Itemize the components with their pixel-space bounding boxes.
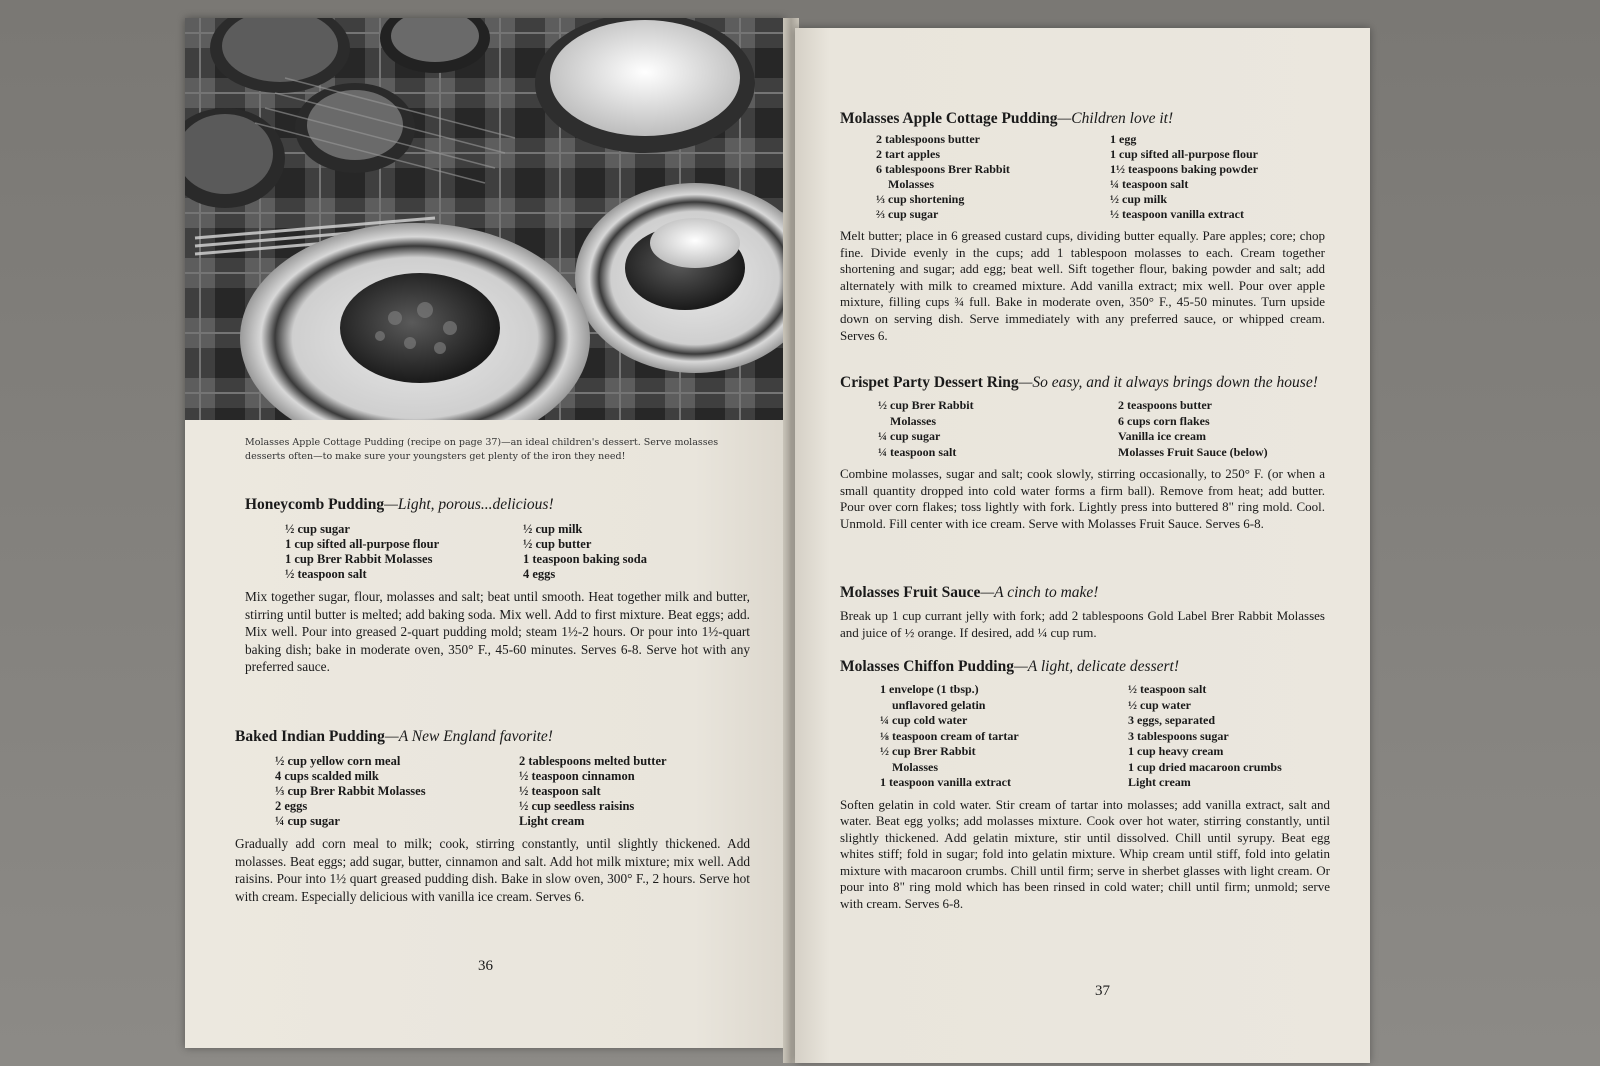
ingredient: ¼ teaspoon salt [878,444,957,459]
recipe-title [840,584,1325,602]
recipe-baked-indian-pudding [235,728,750,905]
ingredient: 1½ teaspoons baking powder [1110,162,1259,176]
ingredient: Molasses [892,759,938,774]
ingredient: ½ teaspoon salt [285,567,367,581]
ingredient: Vanilla ice cream [1118,429,1206,443]
dessert-photo [185,18,785,420]
recipe-tagline: —Light, porous...delicious! [384,496,554,513]
recipe-method: Combine molasses, sugar and salt; cook slowly, stirring occasionally, to 250° F. (or when a small quantity dropped into cold water forms a firm ball). Remove from heat; add butter. Pour over corn flakes; toss lightly with fork. Lightly press into buttered 8" ring mold. Cool. Unmold. Fill center with ice cream. Serve with Molasses Fruit Sauce. Serves 6-8. [840,466,1325,531]
left-page [185,18,785,1048]
ingredient: 3 eggs, separated [1128,713,1215,727]
ingredient: Light cream [1128,775,1191,789]
photo-caption: Molasses Apple Cottage Pudding (recipe on page 37)—an ideal children's dessert. Serve molasses desserts often—to make sure your youngsters get plenty of the iron they need! [245,437,719,462]
recipe-apple-cottage-pudding [840,110,1325,344]
recipe-name: Molasses Apple Cottage Pudding [840,110,1058,127]
recipe-title [840,658,1330,676]
ingredient: ½ cup Brer Rabbit [880,744,976,758]
ingredient: ⅛ teaspoon cream of tartar [880,728,1019,743]
ingredient: ½ teaspoon cinnamon [519,769,635,783]
recipe-title [245,496,750,514]
ingredient: 1 envelope (1 tbsp.) [880,682,979,696]
ingredient-list [275,754,750,829]
recipe-title [840,110,1325,128]
ingredient: ½ teaspoon salt [1128,682,1207,696]
recipe-method: Break up 1 cup currant jelly with fork; add 2 tablespoons Gold Label Brer Rabbit Molasses and juice of ½ orange. If desired, add ¼ cup rum. [840,608,1325,640]
recipe-molasses-fruit-sauce [840,584,1325,641]
ingredient: ½ cup seedless raisins [519,799,635,813]
ingredient: ½ cup sugar [285,522,350,536]
recipe-tagline: —A light, delicate dessert! [1013,658,1180,675]
recipe-molasses-chiffon-pudding [840,658,1330,913]
recipe-tagline: —A New England favorite! [384,728,553,745]
ingredient: ½ cup Brer Rabbit [878,398,974,412]
ingredient: ½ cup water [1128,697,1191,712]
recipe-title [235,728,750,746]
ingredient: ½ teaspoon salt [519,784,601,798]
ingredient: 1 cup sifted all-purpose flour [285,537,440,551]
ingredient: Molasses [890,413,936,428]
ingredient-list [285,522,750,582]
ingredient: 1 teaspoon baking soda [523,552,647,566]
ingredient: ⅓ cup shortening [876,192,965,206]
ingredient: ¼ cup sugar [878,429,941,443]
ingredient: unflavored gelatin [892,697,986,712]
ingredient: 2 teaspoons butter [1118,398,1213,412]
ingredient: 2 tablespoons butter [876,132,981,146]
ingredient: ½ teaspoon vanilla extract [1110,207,1244,221]
recipe-name: Honeycomb Pudding [245,496,385,513]
ingredient: ¼ cup sugar [275,814,340,828]
ingredient: 3 tablespoons sugar [1128,728,1229,743]
recipe-method: Gradually add corn meal to milk; cook, stirring constantly, until slightly thickened. Add molasses. Beat eggs; add sugar, butter, cinnamon and salt. Add hot milk mixture; mix well. Add raisins. Pour into 1½ quart greased pudding dish. Bake in slow oven, 300° F., 2 hours. Serve hot with cream. Especially delicious with vanilla ice cream. Serves 6. [235,836,750,904]
ingredient: 6 tablespoons Brer Rabbit [876,162,1010,176]
ingredient: ½ cup yellow corn meal [275,754,401,768]
ingredient: 1 teaspoon vanilla extract [880,775,1011,789]
dessert-photo-image [185,18,785,420]
ingredient: ½ cup milk [523,522,583,536]
recipe-method: Melt butter; place in 6 greased custard cups, dividing butter equally. Pare apples; core; chop fine. Divide evenly in the cups; add 1 tablespoon molasses to each. Cream together shortening and sugar; add egg; beat well. Sift together flour, baking powder and salt; add alternately with milk to creamed mixture. Add vanilla extract; mix well. Pour over apple mixture, filling cups ¾ full. Bake in moderate oven, 350° F., 45-50 minutes. Turn upside down on serving dish. Serve immediately with any preferred sauce, or whipped cream. Serves 6. [840,228,1325,343]
recipe-title [840,374,1325,392]
recipe-honeycomb-pudding [245,496,750,676]
right-page [795,28,1370,1063]
ingredient: Molasses [888,177,934,191]
recipe-name: Molasses Fruit Sauce [840,584,981,601]
ingredient: 1 cup Brer Rabbit Molasses [285,552,433,566]
ingredient: 4 eggs [523,567,556,581]
ingredient: ¼ cup cold water [880,713,968,727]
recipe-tagline: —A cinch to make! [980,584,1099,601]
ingredient: ⅔ cup sugar [876,207,939,221]
ingredient: 2 tablespoons melted butter [519,754,667,768]
ingredient: 1 cup sifted all-purpose flour [1110,147,1259,161]
ingredient: ½ cup butter [523,537,592,551]
ingredient: 6 cups corn flakes [1118,413,1210,428]
ingredient: 2 eggs [275,799,308,813]
ingredient: 2 tart apples [876,147,940,161]
ingredient-list [878,398,1325,460]
recipe-name: Baked Indian Pudding [235,728,385,745]
ingredient: 1 cup heavy cream [1128,744,1224,758]
ingredient: Molasses Fruit Sauce (below) [1118,444,1268,459]
ingredient: 4 cups scalded milk [275,769,379,783]
recipe-tagline: —Children love it! [1057,110,1174,127]
recipe-tagline: —So easy, and it always brings down the house! [1018,374,1318,391]
ingredient: 1 egg [1110,132,1137,146]
ingredient-list [876,132,1325,222]
recipe-method: Mix together sugar, flour, molasses and salt; beat until smooth. Heat together milk and butter, stirring until butter is melted; add baking soda. Mix well. Add to first mixture. Beat eggs; add. Mix well. Pour into greased 2-quart pudding mold; steam 1½-2 hours. Or pour into 1½-quart baking dish; bake in moderate oven, 350° F., 45-60 minutes. Serves 6-8. Serve hot with any preferred sauce. [245,589,750,675]
recipe-method: Soften gelatin in cold water. Stir cream of tartar into molasses; add vanilla extract, salt and water. Beat egg yolks; add molasses mixture. Cook over hot water, stirring constantly, until slightly thickened. Add gelatin mixture, stir until dissolved. Chill until syrupy. Beat egg whites stiff; fold in sugar; fold into gelatin mixture. Whip cream until stiff, fold into gelatin mixture with macaroon crumbs. Chill until firm; serve in sherbet glasses with light cream. Or pour into 8" ring mold which has been rinsed in cold water; chill until firm; unmold; serve with cream. Serves 6-8. [840,796,1330,912]
page-number: 36 [478,958,493,974]
ingredient: ¼ teaspoon salt [1110,177,1189,191]
recipe-name: Crispet Party Dessert Ring [840,374,1019,391]
ingredient: Light cream [519,814,585,828]
ingredient: 1 cup dried macaroon crumbs [1128,759,1282,774]
page-number: 37 [1095,983,1110,999]
recipe-name: Molasses Chiffon Pudding [840,658,1014,675]
recipe-crispet-party-dessert-ring [840,374,1325,532]
ingredient-list [880,682,1330,791]
ingredient: ⅓ cup Brer Rabbit Molasses [275,784,426,798]
ingredient: ½ cup milk [1110,192,1168,206]
